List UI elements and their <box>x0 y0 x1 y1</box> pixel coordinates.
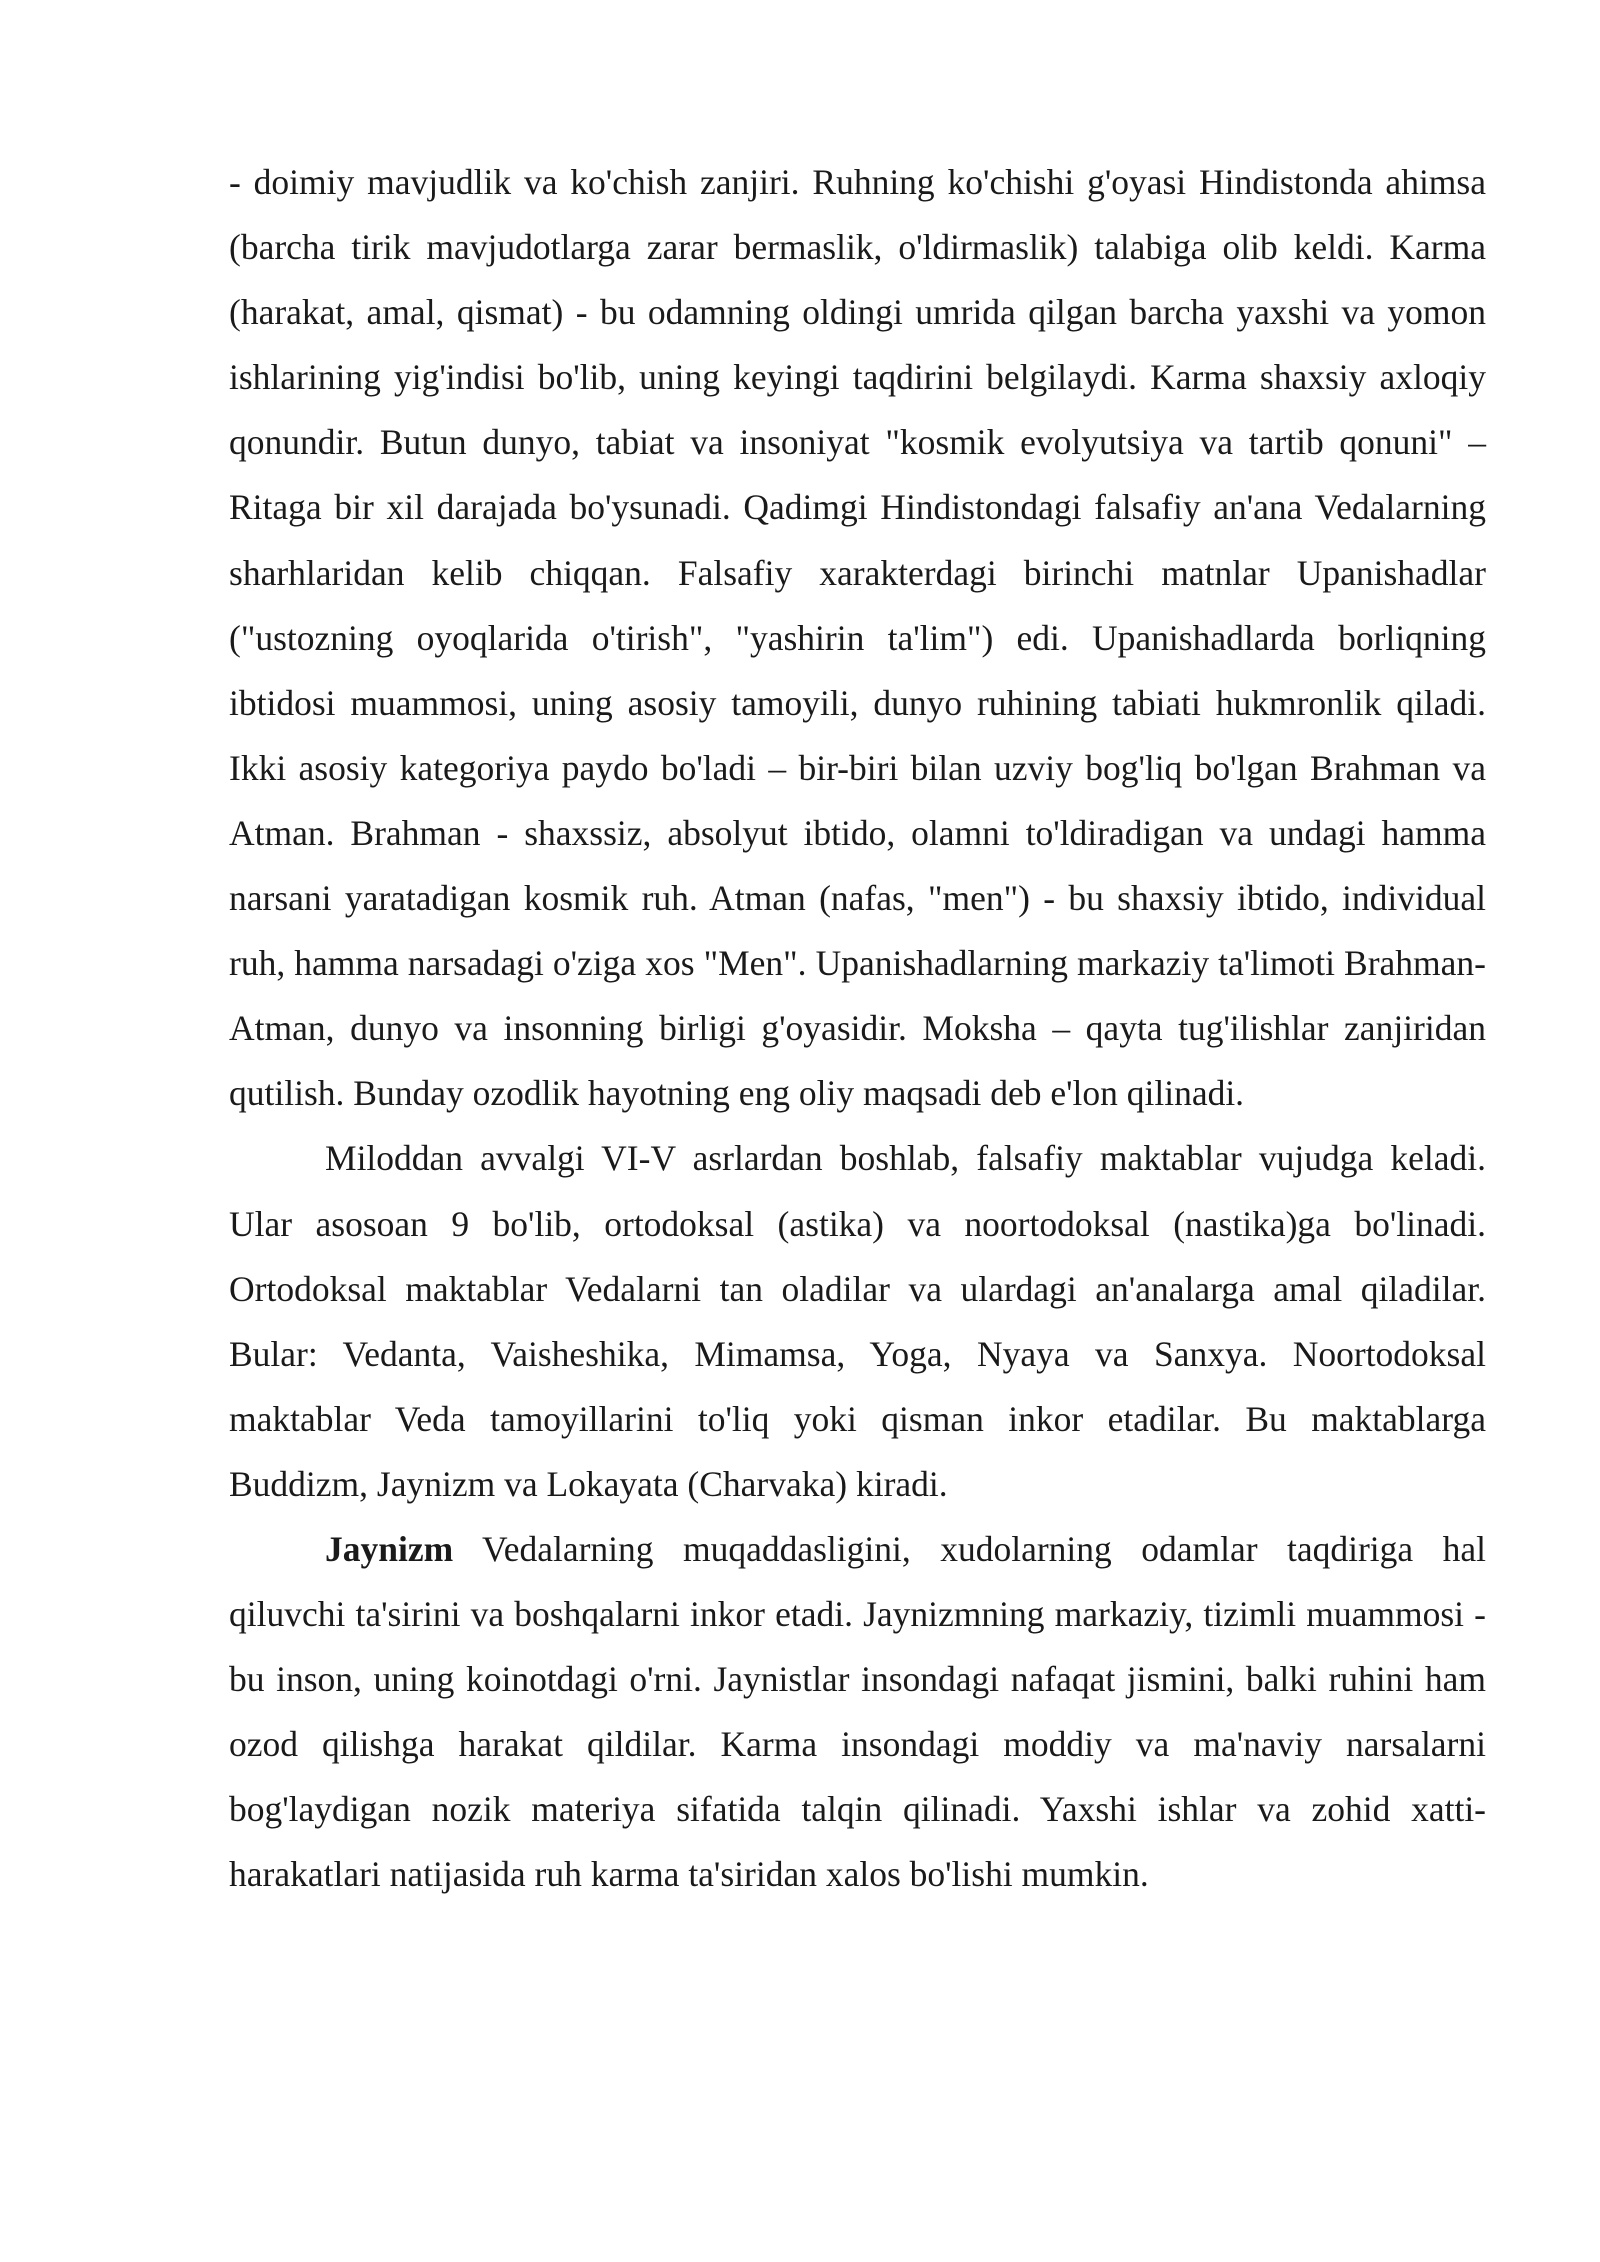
jainism-term: Jaynizm <box>325 1528 454 1569</box>
document-page <box>229 150 1486 1908</box>
paragraph-jainism <box>229 1517 1486 1908</box>
paragraph-philosophical-schools: Miloddan avvalgi VI-V asrlardan boshlab, falsafiy maktablar vujudga keladi. Ular asosoan 9 bo'lib, ortodoksal (astika) va noortodoksal (nastika)ga bo'linadi. Ortodoksal maktablar Vedalarni tan oladilar va ulardagi an'analarga amal qiladilar. Bular: Vedanta, Vaisheshika, Mimamsa, Yoga, Nyaya va Sanxya. Noortodoksal maktablar Veda tamoyillarini to'liq yoki qisman inkor etadilar. Bu maktablarga Buddizm, Jaynizm va Lokayata (Charvaka) kiradi. <box>229 1138 1486 1504</box>
jainism-text: Vedalarning muqaddasligini, xudolarning odamlar taqdiriga hal qiluvchi ta'sirini va boshqalarni inkor etadi. Jaynizmning markaziy, tizimli muammosi - bu inson, uning koinotdagi o'rni. Jaynistlar insondagi nafaqat jismini, balki ruhini ham ozod qilishga harakat qildilar. Karma insondagi moddiy va ma'naviy narsalarni bog'laydigan nozik materiya sifatida talqin qilinadi. Yaxshi ishlar va zohid xatti-harakatlari natijasida ruh karma ta'siridan xalos bo'lishi mumkin. <box>229 1528 1486 1895</box>
paragraph-karma-upanishads: - doimiy mavjudlik va ko'chish zanjiri. Ruhning ko'chishi g'oyasi Hindistonda ahimsa (barcha tirik mavjudotlarga zarar bermaslik, o'ldirmaslik) talabiga olib keldi. Karma (harakat, amal, qismat) - bu odamning oldingi umrida qilgan barcha yaxshi va yomon ishlarining yig'indisi bo'lib, uning keyingi taqdirini belgilaydi. Karma shaxsiy axloqiy qonundir. Butun dunyo, tabiat va insoniyat "kosmik evolyutsiya va tartib qonuni" – Ritaga bir xil darajada bo'ysunadi. Qadimgi Hindistondagi falsafiy an'ana Vedalarning sharhlaridan kelib chiqqan. Falsafiy xarakterdagi birinchi matnlar Upanishadlar ("ustozning oyoqlarida o'tirish", "yashirin ta'lim") edi. Upanishadlarda borliqning ibtidosi muammosi, uning asosiy tamoyili, dunyo ruhining tabiati hukmronlik qiladi. Ikki asosiy kategoriya paydo bo'ladi – bir-biri bilan uzviy bog'liq bo'lgan Brahman va Atman. Brahman - shaxssiz, absolyut ibtido, olamni to'ldiradigan va undagi hamma narsani yaratadigan kosmik ruh. Atman (nafas, "men") - bu shaxsiy ibtido, individual ruh, hamma narsadagi o'ziga xos "Men". Upanishadlarning markaziy ta'limoti Brahman-Atman, dunyo va insonning birligi g'oyasidir. Moksha – qayta tug'ilishlar zanjiridan qutilish. Bunday ozodlik hayotning eng oliy maqsadi deb e'lon qilinadi. <box>229 162 1486 1114</box>
